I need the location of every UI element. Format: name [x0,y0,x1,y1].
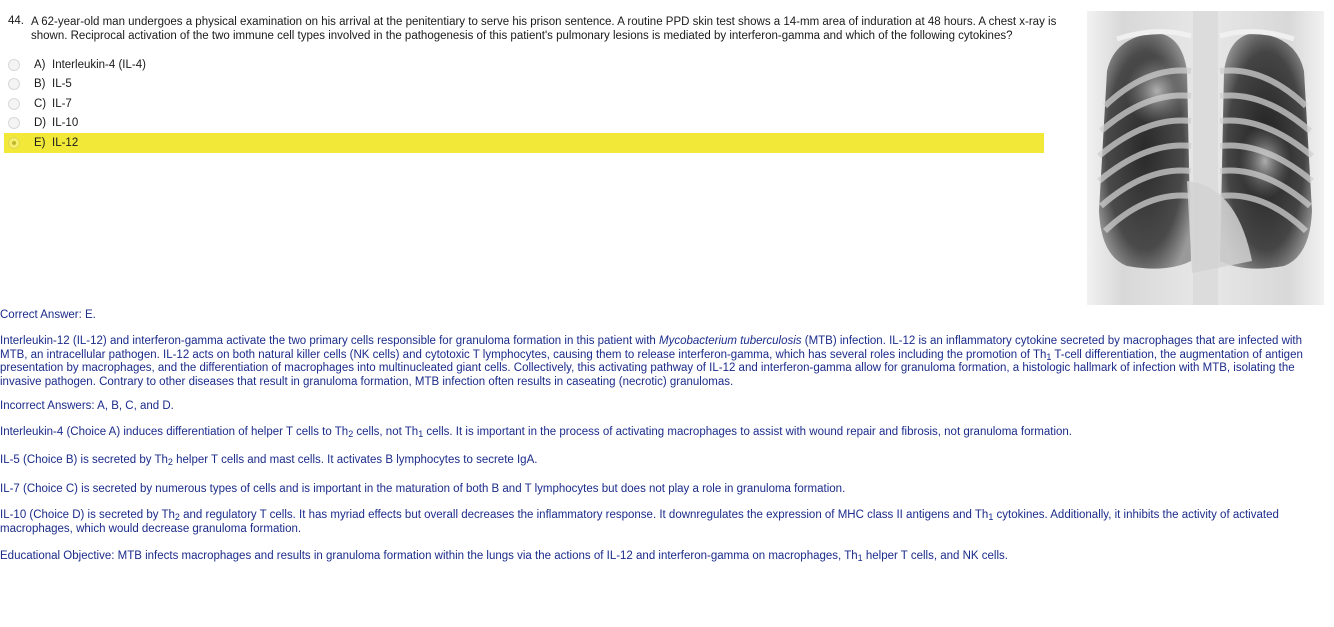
educational-objective: Educational Objective: MTB infects macrophages and results in granuloma formation within the lungs via the actions of IL-12 and interferon-gamma on macrophages, $Th_1$ helper T cells, and NK cells. [0,550,1008,563]
choice-e[interactable] [4,133,1044,153]
choice-c-explanation: IL-7 (Choice C) is secreted by numerous types of cells and is important in the maturation of both B and T lymphocytes but does not play a role in granuloma formation. [0,483,846,495]
choice-text: Interleukin-4 (IL-4) [52,58,146,71]
radio-button-selected[interactable] [8,137,20,149]
correct-answer-label: Correct Answer: E. [0,309,96,321]
choice-text: IL-7 [52,97,72,110]
answer-choices [4,55,1044,153]
radio-button[interactable] [8,78,20,90]
explanation-main-paragraph: Interleukin-12 (IL-12) and interferon-gamma activate the two primary cells responsible for granuloma formation in this patient with Mycobacterium tuberculosis (MTB) infection. IL-12 is an inflammatory cytokine secreted by macrophages that are infected with MTB, an intracellular pathogen. IL-12 acts on both natural killer cells (NK cells) and cytotoxic T lymphocytes, causing them to release interferon-gamma, which has several roles including the promotion of $Th_1$ T-cell differentiation, the augmentation of antigen presentation by macrophages, and the differentiation of macrophages into multinucleated giant cells. Collectively, this activating pathway of IL-12 and interferon-gamma allow for granuloma formation, a histologic hallmark of infection with MTB, isolating the invasive pathogen. Contrary to other diseases that result in granuloma formation, MTB infection often results in caseating (necrotic) granulomas. [0,335,1303,388]
question-number: 44. [8,15,24,27]
choice-c[interactable] [4,94,1044,114]
choice-a-explanation: Interleukin-4 (Choice A) induces differentiation of helper T cells to $Th_2$ cells, not $Th_1$ cells. It is important in the process of activating macrophages to assist with wound repair and fibrosis, not granuloma formation. [0,426,1073,439]
radio-button[interactable] [8,59,20,71]
choice-a[interactable] [4,55,1044,75]
radio-button[interactable] [8,117,20,129]
choice-b-explanation: IL-5 (Choice B) is secreted by $Th_2$ helper T cells and mast cells. It activates B lymphocytes to secrete IgA. [0,454,538,467]
choice-text: IL-10 [52,117,79,130]
choice-letter: B) [34,78,46,91]
organism-name: Mycobacterium tuberculosis [659,335,802,347]
choice-letter: A) [34,58,46,71]
choice-text: IL-5 [52,78,72,91]
chest-xray-image[interactable] [1087,11,1324,305]
choice-letter: E) [34,136,46,149]
choice-d-explanation: IL-10 (Choice D) is secreted by $Th_2$ and regulatory T cells. It has myriad effects but overall decreases the inflammatory response. It downregulates the expression of MHC class II antigens and $Th_1$ cytokines. Additionally, it inhibits the activity of activated macrophages, which would decrease granuloma formation. [0,509,1279,535]
choice-letter: D) [34,117,47,130]
choice-text: IL-12 [52,136,79,149]
question-stem: A 62-year-old man undergoes a physical examination on his arrival at the penitentiary to serve his prison sentence. A routine PPD skin test shows a 14-mm area of induration at 48 hours. A chest x-ray is shown. Reciprocal activation of the two immune cell types involved in the pathogenesis of this patient's pulmonary lesions is mediated by interferon-gamma and which of the following cytokines? [31,16,1057,42]
radio-button[interactable] [8,98,20,110]
incorrect-answers-label: Incorrect Answers: A, B, C, and D. [0,400,174,412]
choice-d[interactable] [4,114,1044,134]
choice-letter: C) [34,97,47,110]
choice-b[interactable] [4,75,1044,95]
